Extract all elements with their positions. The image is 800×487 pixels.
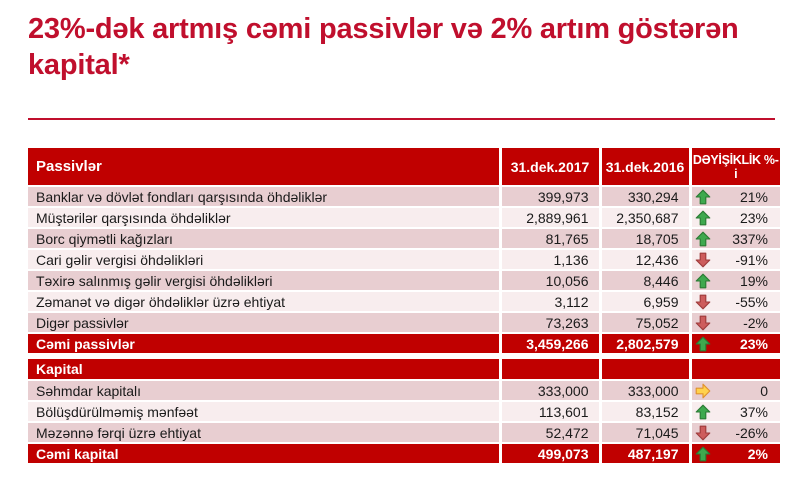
row-label: Təxirə salınmış gəlir vergisi öhdəlikləri [28,270,500,291]
change-cell [690,380,780,401]
up-arrow-icon [695,210,711,226]
row-label: Bölüşdürülməmiş mənfəət [28,401,500,422]
value-2016: 83,152 [600,401,690,422]
change-cell [690,356,780,380]
table-row [28,270,780,291]
row-label: Banklar və dövlət fondları qarşısında öhdəliklər [28,186,500,207]
change-percent: 37% [739,403,768,420]
table-header-row [28,148,780,186]
column-header-2016: 31.dek.2016 [600,148,690,186]
table-row [28,380,780,401]
column-header-passivler: Passivlər [28,148,500,186]
change-cell [690,401,780,422]
down-arrow-icon [695,252,711,268]
down-arrow-icon [695,315,711,331]
value-2017: 2,889,961 [500,207,600,228]
column-header-change: DƏYİŞİKLİK %-i [690,148,780,186]
row-label: Məzənnə fərqi üzrə ehtiyat [28,422,500,443]
value-2016: 330,294 [600,186,690,207]
change-cell [690,207,780,228]
down-arrow-icon [695,425,711,441]
down-arrow-icon [695,294,711,310]
value-2017: 81,765 [500,228,600,249]
total-row [28,443,780,463]
table-row [28,186,780,207]
up-arrow-icon [695,273,711,289]
value-2016: 18,705 [600,228,690,249]
value-2017: 333,000 [500,380,600,401]
change-percent: -26% [735,424,768,441]
value-2017: 52,472 [500,422,600,443]
balance-sheet-table [28,148,780,463]
change-percent: 19% [739,272,768,289]
right-arrow-icon [695,383,711,399]
value-2017: 10,056 [500,270,600,291]
row-label: Cari gəlir vergisi öhdəlikləri [28,249,500,270]
title-divider-line [28,118,775,120]
change-percent: 21% [739,188,768,205]
row-label: Cəmi kapital [28,443,500,463]
value-2017: 3,112 [500,291,600,312]
up-arrow-icon [695,189,711,205]
value-2017: 113,601 [500,401,600,422]
value-2016: 8,446 [600,270,690,291]
value-2017: 399,973 [500,186,600,207]
up-arrow-icon [695,231,711,247]
table-row [28,291,780,312]
row-label: Kapital [28,356,500,380]
table-row [28,401,780,422]
value-2017 [500,356,600,380]
value-2016: 6,959 [600,291,690,312]
change-cell [690,291,780,312]
row-label: Müştərilər qarşısında öhdəliklər [28,207,500,228]
change-cell [690,333,780,356]
value-2016: 333,000 [600,380,690,401]
table-row [28,249,780,270]
table-row [28,312,780,333]
value-2016: 71,045 [600,422,690,443]
change-percent: 23% [739,335,768,352]
change-percent: -55% [735,293,768,310]
table-row [28,207,780,228]
change-percent: 23% [739,209,768,226]
value-2017: 1,136 [500,249,600,270]
up-arrow-icon [695,446,711,462]
row-label: Borc qiymətli kağızları [28,228,500,249]
change-cell [690,228,780,249]
change-cell [690,312,780,333]
row-label: Səhmdar kapitalı [28,380,500,401]
value-2016 [600,356,690,380]
row-label: Digər passivlər [28,312,500,333]
column-header-2017: 31.dek.2017 [500,148,600,186]
value-2016: 2,802,579 [600,333,690,356]
change-cell [690,422,780,443]
change-percent: 337% [732,230,768,247]
value-2017: 499,073 [500,443,600,463]
change-percent: -2% [743,314,768,331]
table-row [28,422,780,443]
change-cell [690,249,780,270]
change-percent: 0 [760,382,768,399]
value-2016: 75,052 [600,312,690,333]
row-label: Zəmanət və digər öhdəliklər üzrə ehtiyat [28,291,500,312]
slide-title: 23%-dək artmış cəmi passivlər və 2% artım göstərən kapital* [28,13,739,81]
change-cell [690,270,780,291]
table-body [28,186,780,463]
value-2017: 3,459,266 [500,333,600,356]
value-2016: 2,350,687 [600,207,690,228]
value-2016: 12,436 [600,249,690,270]
row-label: Cəmi passivlər [28,333,500,356]
change-cell [690,443,780,463]
table-row [28,228,780,249]
section-header-row [28,356,780,380]
up-arrow-icon [695,336,711,352]
total-row [28,333,780,356]
value-2016: 487,197 [600,443,690,463]
up-arrow-icon [695,404,711,420]
change-cell [690,186,780,207]
value-2017: 73,263 [500,312,600,333]
change-percent: -91% [735,251,768,268]
change-percent: 2% [747,445,768,462]
